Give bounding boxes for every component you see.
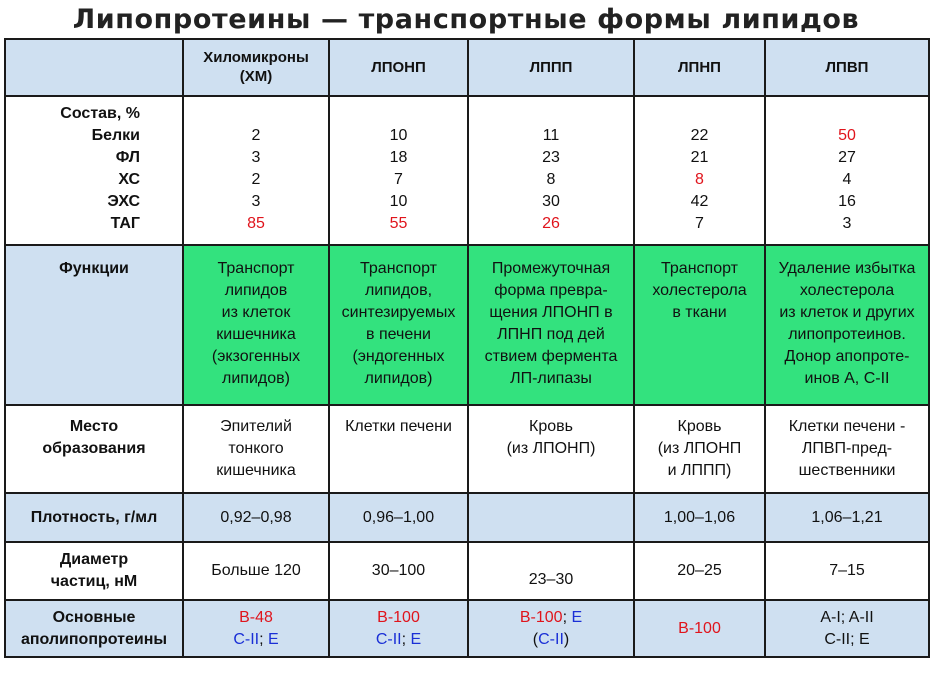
text-line: шественники — [798, 461, 896, 479]
density-hm: 0,92–0,98 — [183, 493, 329, 541]
text-line: Клетки печени — [345, 417, 452, 435]
header-row — [5, 39, 929, 96]
apo-value: C-II — [233, 630, 260, 648]
value: 18 — [389, 148, 408, 166]
text-line: щения ЛПОНП в — [489, 303, 613, 321]
text-line: холестерола — [799, 281, 895, 299]
header-lponp: ЛПОНП — [329, 39, 468, 96]
functions-label: Функции — [5, 245, 183, 405]
apo-value: E — [571, 608, 583, 626]
text-line: (из ЛПОНП) — [506, 439, 596, 457]
place-lponp — [329, 405, 468, 494]
text-line: Кровь — [677, 417, 722, 435]
value: 42 — [690, 192, 709, 210]
text-line: Удаление избытка — [778, 259, 916, 277]
place-lppp — [468, 405, 634, 494]
text-line: холестерола — [652, 281, 747, 299]
text-line: в печени — [366, 325, 431, 343]
functions-lponp — [329, 245, 468, 405]
density-lponp: 0,96–1,00 — [329, 493, 468, 541]
apo-value: C-II — [375, 630, 402, 648]
value: 4 — [842, 170, 852, 188]
text-line: (эндогенных — [352, 347, 445, 365]
label-tag: ТАГ — [110, 214, 140, 232]
separator: ; — [562, 608, 572, 626]
text-line: тонкого — [228, 439, 284, 457]
text-line: образования — [42, 439, 146, 457]
text-line: липидов) — [364, 369, 433, 387]
apo-value: E — [268, 630, 279, 648]
header-corner — [5, 39, 183, 96]
text-line: аполипопротеины — [20, 630, 168, 648]
diameter-lponp: 30–100 — [329, 542, 468, 601]
functions-row — [5, 245, 929, 405]
text-line: Транспорт — [661, 259, 738, 277]
value-highlight: 85 — [247, 214, 265, 232]
text-line: ствием фермента — [484, 347, 618, 365]
place-row — [5, 405, 929, 494]
text-line: липопротеинов. — [788, 325, 906, 343]
text-line: липидов) — [222, 369, 290, 387]
diameter-lpvp: 7–15 — [765, 542, 929, 601]
apo-value: C-II; E — [824, 630, 870, 648]
value: 2 — [251, 126, 261, 144]
place-label — [5, 405, 183, 494]
apo-row — [5, 600, 929, 657]
text-line: ЛП-липазы — [510, 369, 592, 387]
value: 11 — [542, 126, 560, 144]
lipoprotein-table — [4, 38, 930, 658]
place-lpvp — [765, 405, 929, 494]
diameter-lppp: 23–30 — [468, 542, 634, 601]
apo-lpnp: B-100 — [634, 600, 765, 657]
text-line: ЛПНП под дей — [497, 325, 605, 343]
functions-lpnp — [634, 245, 765, 405]
value-highlight: 55 — [389, 214, 408, 232]
text-line: инов А, С-II — [804, 369, 890, 387]
text-line: синтезируемых — [341, 303, 456, 321]
composition-lpnp — [634, 96, 765, 245]
composition-title: Состав, % — [60, 104, 140, 122]
composition-lponp — [329, 96, 468, 245]
text-line: Эпителий — [220, 417, 292, 435]
diameter-hm: Больше 120 — [183, 542, 329, 601]
value: 10 — [389, 126, 408, 144]
text-line: кишечника — [216, 325, 296, 343]
functions-lppp — [468, 245, 634, 405]
text-line: Донор апопроте- — [784, 347, 910, 365]
density-row — [5, 493, 929, 541]
apo-value: B-100 — [519, 608, 563, 626]
value: 22 — [690, 126, 709, 144]
text-line: Транспорт — [217, 259, 295, 277]
text-line: Кровь — [529, 417, 573, 435]
apo-value: B-48 — [239, 608, 273, 626]
apo-lponp — [329, 600, 468, 657]
header-hm: Хиломикроны (ХМ) — [183, 39, 329, 96]
text-line: кишечника — [216, 461, 296, 479]
composition-label — [5, 96, 183, 245]
functions-hm — [183, 245, 329, 405]
bracket: ) — [563, 630, 570, 648]
header-lppp: ЛППП — [468, 39, 634, 96]
text-line: из клеток и других — [779, 303, 915, 321]
functions-lpvp — [765, 245, 929, 405]
value: 21 — [690, 148, 709, 166]
place-hm — [183, 405, 329, 494]
value-highlight: 50 — [838, 126, 856, 144]
value: 23 — [542, 148, 560, 166]
value: 30 — [542, 192, 560, 210]
text-line: Место — [69, 417, 119, 435]
page-title: Липопротеины — транспортные формы липидов — [72, 4, 860, 35]
separator: ; — [401, 630, 411, 648]
value: 27 — [838, 148, 856, 166]
apo-value: A-I; A-II — [820, 608, 874, 626]
label-proteins: Белки — [91, 126, 140, 144]
value: 10 — [389, 192, 408, 210]
place-lpnp — [634, 405, 765, 494]
density-lpvp: 1,06–1,21 — [765, 493, 929, 541]
composition-row — [5, 96, 929, 245]
text-line: (из ЛПОНП — [657, 439, 742, 457]
text-line: частиц, нМ — [50, 573, 138, 591]
text-line: в ткани — [672, 303, 727, 321]
apo-value: B-100 — [377, 608, 420, 626]
text-line: и ЛППП) — [667, 461, 732, 479]
composition-hm — [183, 96, 329, 245]
text-line: липидов, — [364, 281, 433, 299]
apo-lpvp — [765, 600, 929, 657]
text-line: Транспорт — [360, 259, 437, 277]
apo-hm — [183, 600, 329, 657]
value: 3 — [251, 192, 261, 210]
diameter-row — [5, 542, 929, 601]
bracket: ( — [532, 630, 539, 648]
header-lpnp: ЛПНП — [634, 39, 765, 96]
density-label: Плотность, г/мл — [5, 493, 183, 541]
diameter-lpnp: 20–25 — [634, 542, 765, 601]
apo-value: E — [410, 630, 422, 648]
text-line: из клеток — [221, 303, 291, 321]
density-lpnp: 1,00–1,06 — [634, 493, 765, 541]
density-lppp — [468, 493, 634, 541]
composition-lppp — [468, 96, 634, 245]
value: 8 — [546, 170, 556, 188]
label-chol: ХС — [118, 170, 140, 188]
text-line: Промежуточная — [491, 259, 611, 277]
value: 7 — [394, 170, 403, 188]
text-line: Основные — [52, 608, 136, 626]
apo-label — [5, 600, 183, 657]
label-pl: ФЛ — [115, 148, 140, 166]
value: 7 — [695, 214, 704, 232]
value-highlight: 8 — [695, 170, 704, 188]
text-line: ЛПВП-пред- — [801, 439, 893, 457]
diameter-label — [5, 542, 183, 601]
label-echol: ЭХС — [107, 192, 140, 210]
apo-value: C-II — [538, 630, 564, 648]
value: 3 — [251, 148, 261, 166]
text-line: липидов — [224, 281, 288, 299]
separator: ; — [259, 630, 268, 648]
text-line: (экзогенных — [211, 347, 301, 365]
value: 2 — [251, 170, 261, 188]
apo-lppp — [468, 600, 634, 657]
header-lpvp: ЛПВП — [765, 39, 929, 96]
value: 3 — [842, 214, 852, 232]
value: 16 — [838, 192, 856, 210]
text-line: форма превра- — [494, 281, 608, 299]
text-line: Клетки печени - — [788, 417, 906, 435]
composition-lpvp — [765, 96, 929, 245]
text-line: Диаметр — [59, 551, 129, 569]
value-highlight: 26 — [542, 214, 560, 232]
